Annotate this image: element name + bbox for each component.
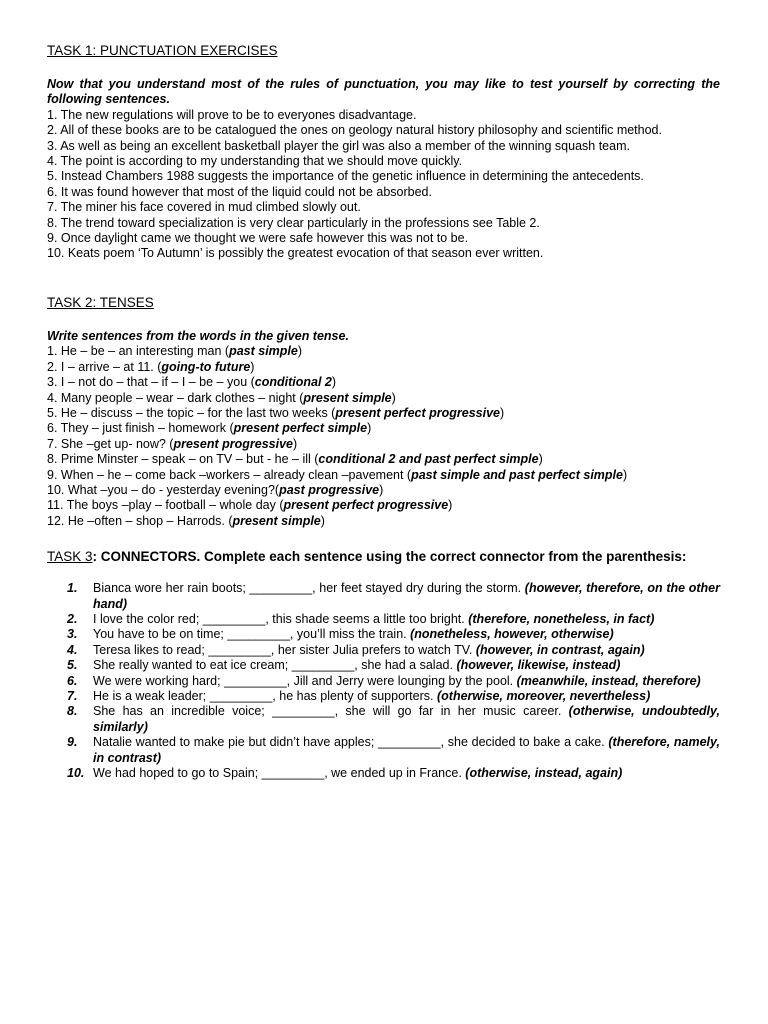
task2-item: 7. She –get up- now? (present progressive): [47, 436, 298, 451]
task2-list: [47, 344, 720, 529]
task3-item: 10. We had hoped to go to Spain; _________, we ended up in France. (otherwise, instead, again): [67, 766, 623, 781]
task3-item: 7. He is a weak leader; _________, he has plenty of supporters. (otherwise, moreover, nevertheless): [67, 689, 651, 703]
task1-item: 8. The trend toward specialization is very clear particularly in the professions see Table 2.: [47, 215, 540, 230]
task3-heading: [47, 549, 720, 565]
task1-list: [47, 108, 720, 262]
task2-heading: TASK 2: TENSES: [47, 294, 154, 310]
tense-label: conditional 2: [254, 375, 332, 390]
task3-item: 8. She has an incredible voice; _________, she will go far in her music career. (otherwise, undoubtedly, similarly): [67, 704, 720, 734]
task2-item: 4. Many people – wear – dark clothes – night (present simple): [47, 390, 396, 405]
task2-item: 11. The boys –play – football – whole day (present perfect progressive): [47, 498, 453, 513]
task3-item: 3. You have to be on time; _________, you’ll miss the train. (nonetheless, however, otherwise): [67, 627, 614, 642]
tense-label: present simple: [232, 513, 321, 528]
task3-item: 6. We were working hard; _________, Jill and Jerry were lounging by the pool. (meanwhile, instead, therefore): [67, 673, 701, 688]
tense-label: present perfect simple: [233, 421, 368, 436]
task2-item: 5. He – discuss – the topic – for the last two weeks (present perfect progressive): [47, 405, 505, 420]
connector-options: (otherwise, moreover, nevertheless): [436, 689, 651, 703]
connector-options: (therefore, nonetheless, in fact): [468, 611, 655, 626]
connector-options: (therefore, namely, in contrast): [93, 735, 720, 765]
task2-item: 3. I – not do – that – if – I – be – you (conditional 2): [47, 375, 337, 390]
task1-item: 3. As well as being an excellent basketball player the girl was also a member of the winning squash team.: [47, 138, 630, 153]
task3-item: 9. Natalie wanted to make pie but didn’t have apples; _________, she decided to bake a cake. (therefore, namely, in contrast): [67, 735, 720, 765]
task3-heading-prefix: TASK 3: [47, 549, 93, 565]
task1-heading: TASK 1: PUNCTUATION EXERCISES: [47, 43, 278, 58]
connector-options: (otherwise, undoubtedly, similarly): [93, 704, 720, 734]
task1-item: 7. The miner his face covered in mud climbed slowly out.: [47, 200, 361, 215]
task2-instruction: Write sentences from the words in the given tense.: [47, 328, 349, 343]
task2-item: 9. When – he – come back –workers – already clean –pavement (past simple and past perfect simple): [47, 467, 628, 482]
task1-item: 2. All of these books are to be catalogued the ones on geology natural history philosophy and scientific method.: [47, 123, 662, 138]
task1-item: 10. Keats poem ‘To Autumn’ is possibly the greatest evocation of that season ever written.: [47, 246, 544, 261]
connector-options: (however, in contrast, again): [475, 642, 645, 657]
connector-options: (nonetheless, however, otherwise): [410, 627, 614, 642]
tense-label: past simple and past perfect simple: [411, 467, 623, 482]
task1-instruction: Now that you understand most of the rules of punctuation, you may like to test yourself by correcting the following sentences.: [47, 77, 720, 107]
task2-item: 12. He –often – shop – Harrods. (present simple): [47, 513, 325, 528]
task1-item: 1. The new regulations will prove to be to everyones disadvantage.: [47, 107, 417, 122]
tense-label: past progressive: [279, 482, 380, 497]
task2-item: 2. I – arrive – at 11. (going-to future): [47, 359, 255, 374]
task3-list: [47, 581, 720, 781]
connector-options: (meanwhile, instead, therefore): [516, 673, 701, 688]
task3-item: 4. Teresa likes to read; _________, her sister Julia prefers to watch TV. (however, in contrast, again): [67, 642, 645, 657]
tense-label: present perfect progressive: [335, 405, 500, 420]
tense-label: present progressive: [173, 436, 293, 451]
tense-label: present perfect progressive: [283, 498, 449, 513]
connector-options: (otherwise, instead, again): [465, 766, 623, 781]
task2-item: 6. They – just finish – homework (present perfect simple): [47, 421, 372, 436]
task2-item: 8. Prime Minster – speak – on TV – but - he – ill (conditional 2 and past perfect simple): [47, 452, 543, 467]
task3-item: 5. She really wanted to eat ice cream; _________, she had a salad. (however, likewise, instead): [67, 658, 621, 673]
task1-item: 5. Instead Chambers 1988 suggests the importance of the genetic influence in determining the antecedents.: [47, 169, 644, 184]
task2-item: 10. What –you – do - yesterday evening?(past progressive): [47, 482, 384, 497]
connector-options: (however, therefore, on the other hand): [93, 581, 721, 611]
task1-item: 6. It was found however that most of the liquid could not be absorbed.: [47, 184, 432, 199]
tense-label: conditional 2 and past perfect simple: [318, 452, 539, 467]
task1-item: 9. Once daylight came we thought we were safe however this was not to be.: [47, 231, 469, 246]
task3-heading-rest: : CONNECTORS. Complete each sentence using the correct connector from the parenthesis:: [92, 549, 687, 565]
task3-item: 1. Bianca wore her rain boots; _________, her feet stayed dry during the storm. (however, therefore, on the other hand): [67, 581, 721, 611]
connector-options: (however, likewise, instead): [456, 658, 621, 673]
task1-item: 4. The point is according to my understanding that we should move quickly.: [47, 154, 463, 169]
tense-label: going-to future: [161, 359, 251, 374]
task2-item: 1. He – be – an interesting man (past simple): [47, 344, 303, 359]
task3-item: 2. I love the color red; _________, this shade seems a little too bright. (therefore, nonetheless, in fact): [67, 611, 655, 626]
tense-label: past simple: [229, 344, 298, 359]
document-page: [47, 43, 720, 781]
tense-label: present simple: [303, 390, 392, 405]
